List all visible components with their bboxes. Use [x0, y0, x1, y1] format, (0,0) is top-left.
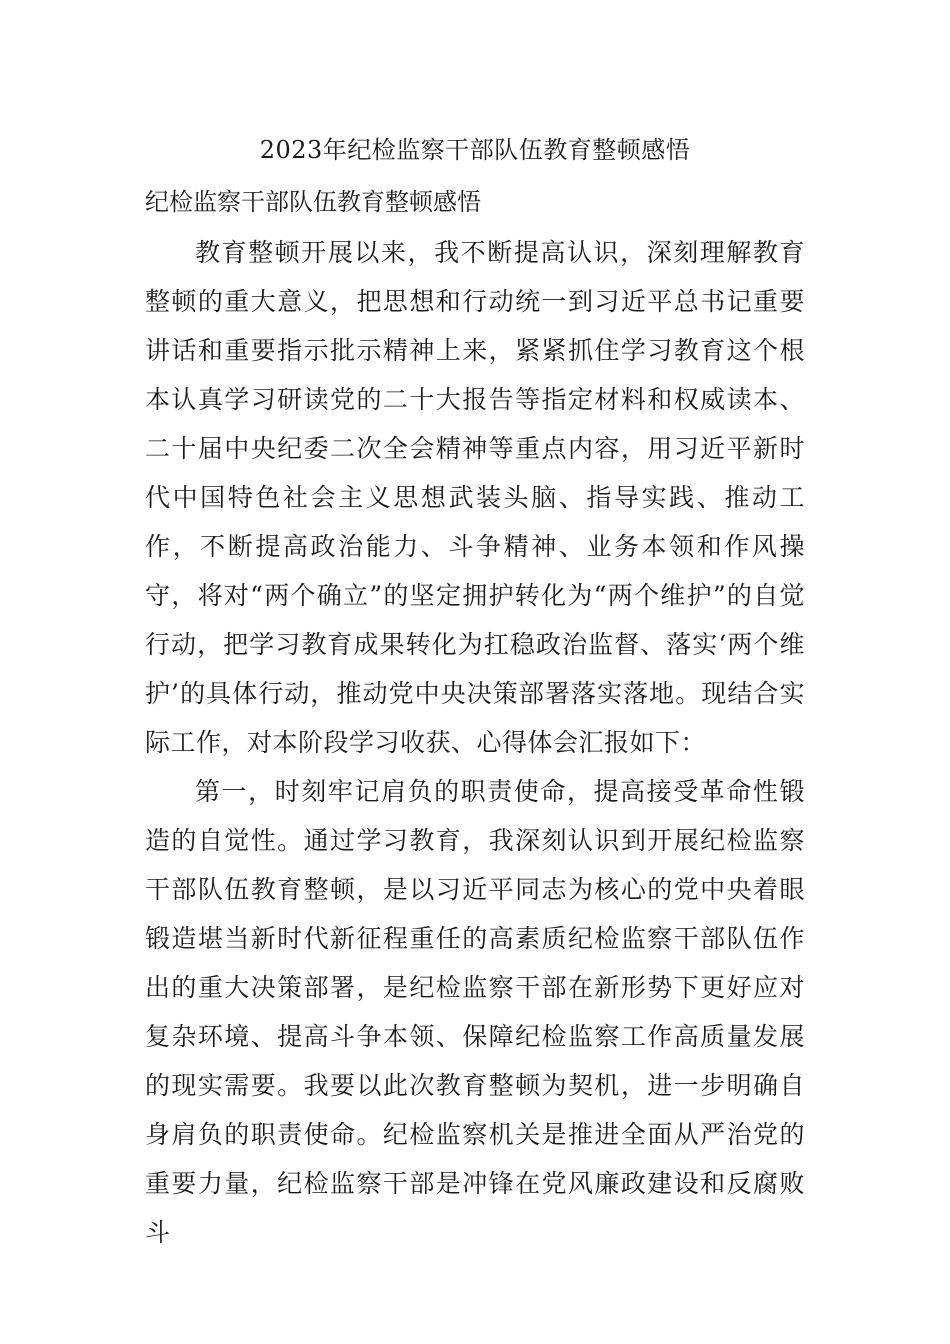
- document-body: [145, 228, 805, 1257]
- document-title: 2023年纪检监察干部队伍教育整顿感悟: [259, 136, 691, 164]
- paragraph-intro: 教育整顿开展以来，我不断提高认识，深刻理解教育整顿的重大意义，把思想和行动统一到习近平总书记重要讲话和重要指示批示精神上来，紧紧抓住学习教育这个根本认真学习研读党的二十大报告等指定材料和权威读本、二十届中央纪委二次全会精神等重点内容，用习近平新时代中国特色社会主义思想武装头脑、指导实践、推动工作，不断提高政治能力、斗争精神、业务本领和作风操守，将对“两个确立”的坚定拥护转化为“两个维护”的自觉行动，把学习教育成果转化为扛稳政治监督、落实‘两个维护’的具体行动，推动党中央决策部署落实落地。现结合实际工作，对本阶段学习收获、心得体会汇报如下：: [145, 238, 805, 757]
- paragraph-first-point: 第一，时刻牢记肩负的职责使命，提高接受革命性锻造的自觉性。通过学习教育，我深刻认识到开展纪检监察干部队伍教育整顿，是以习近平同志为核心的党中央着眼锻造堪当新时代新征程重任的高素质纪检监察干部队伍作出的重大决策部署，是纪检监察干部在新形势下更好应对复杂环境、提高斗争本领、保障纪检监察工作高质量发展的现实需要。我要以此次教育整顿为契机，进一步明确自身肩负的职责使命。纪检监察机关是推进全面从严治党的重要力量，纪检监察干部是冲锋在党风廉政建设和反腐败斗: [145, 777, 805, 1247]
- document-subtitle: 纪检监察干部队伍教育整顿感悟: [145, 188, 481, 216]
